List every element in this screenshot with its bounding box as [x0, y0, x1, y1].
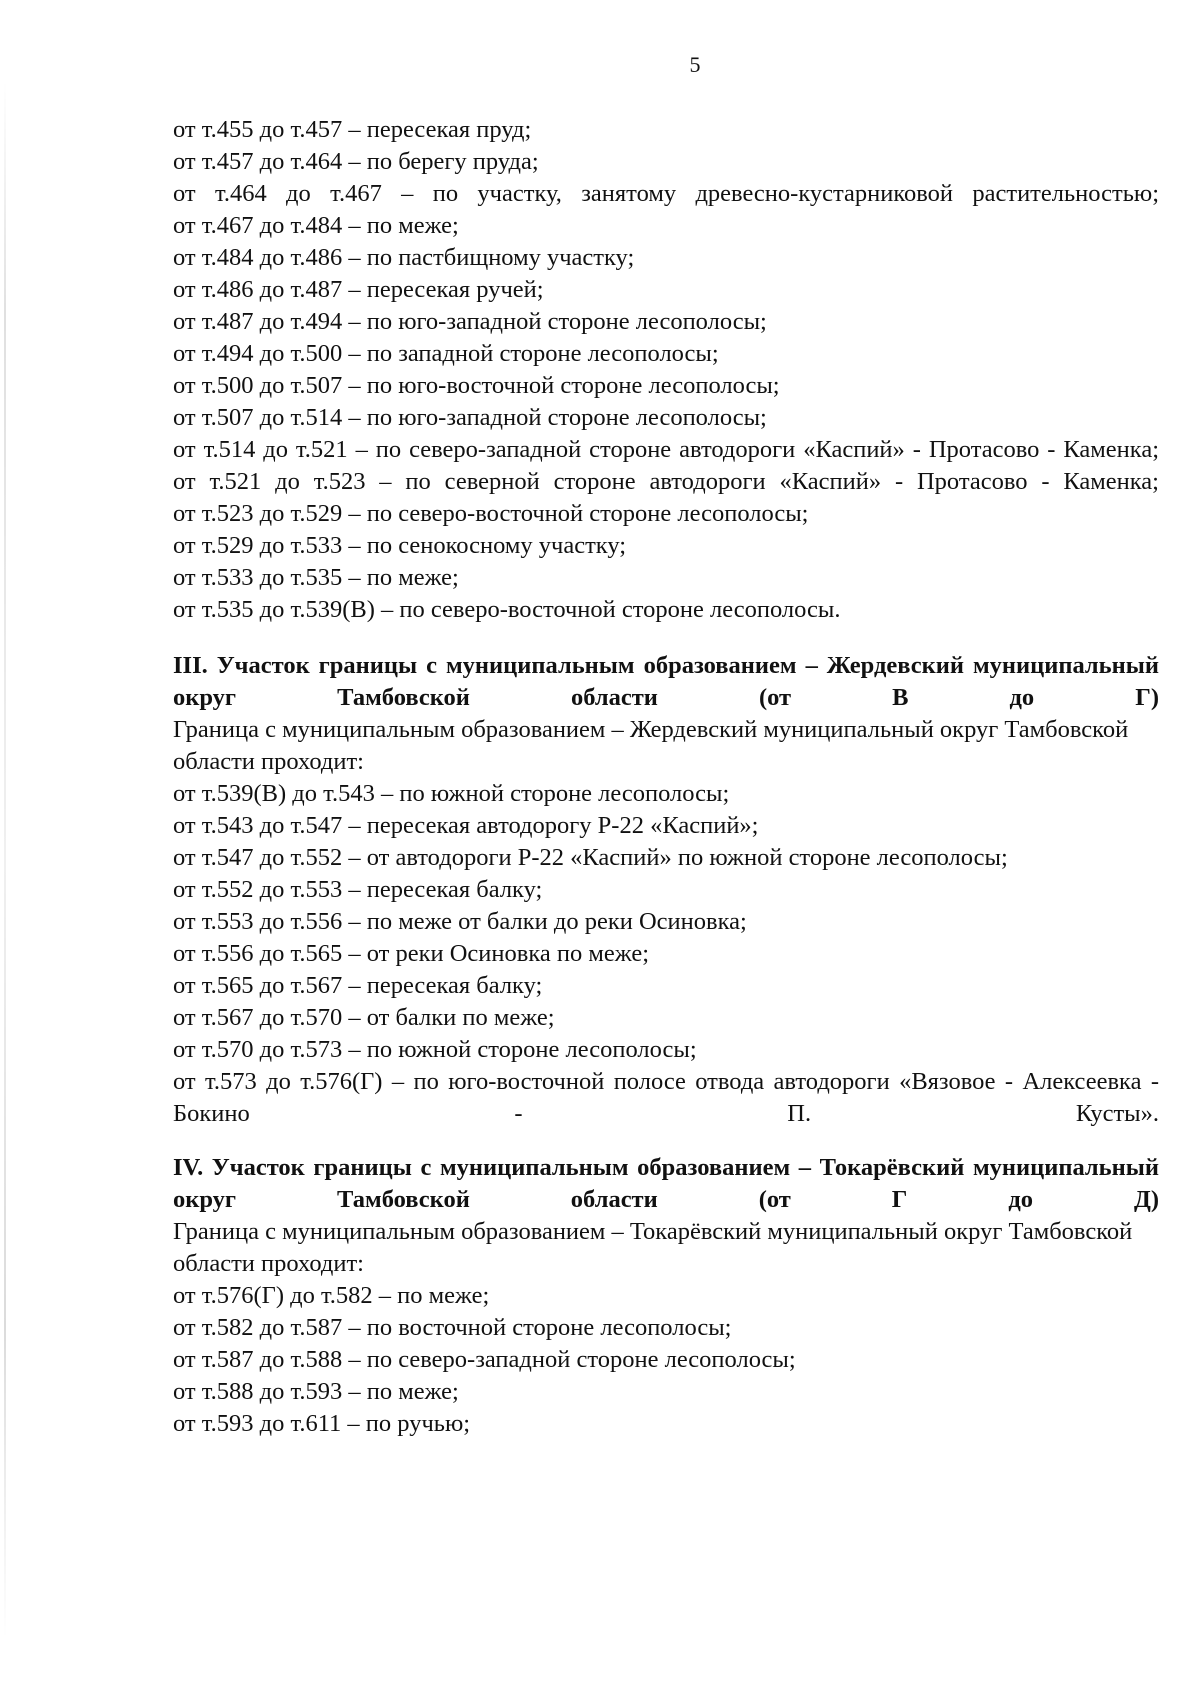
list-item: от т.455 до т.457 – пересекая пруд;: [173, 116, 532, 143]
list-item: от т.467 до т.484 – по меже;: [173, 212, 459, 239]
list-item: от т.487 до т.494 – по юго-западной стороне лесополосы;: [173, 308, 767, 335]
list-item: от т.547 до т.552 – от автодороги Р-22 «Каспий» по южной стороне лесополосы;: [173, 844, 1008, 871]
section-intro: Граница с муниципальным образованием – Жердевский муниципальный округ Тамбовской области проходит:: [173, 716, 1129, 775]
section-3: [173, 650, 1159, 1130]
list-item: от т.464 до т.467 – по участку, занятому древесно-кустарниковой растительностью;: [173, 180, 1159, 207]
list-item: от т.570 до т.573 – по южной стороне лесополосы;: [173, 1036, 697, 1063]
list-item: от т.535 до т.539(В) – по северо-восточной стороне лесополосы.: [173, 596, 841, 623]
list-item: от т.588 до т.593 – по меже;: [173, 1378, 459, 1405]
scan-edge-shadow: [4, 80, 6, 1640]
list-item: от т.576(Г) до т.582 – по меже;: [173, 1282, 490, 1309]
list-item: от т.556 до т.565 – от реки Осиновка по меже;: [173, 940, 650, 967]
section-spacer: [173, 1130, 1159, 1152]
list-item: от т.587 до т.588 – по северо-западной стороне лесополосы;: [173, 1346, 796, 1373]
section-intro: Граница с муниципальным образованием – Токарёвский муниципальный округ Тамбовской области проходит:: [173, 1218, 1133, 1277]
section-4: [173, 1152, 1159, 1440]
list-item: от т.494 до т.500 – по западной стороне лесополосы;: [173, 340, 719, 367]
section-heading: IV. Участок границы с муниципальным образованием – Токарёвский муниципальный округ Тамбовской области (от Г до Д): [173, 1154, 1159, 1213]
list-item: от т.543 до т.547 – пересекая автодорогу Р-22 «Каспий»;: [173, 812, 759, 839]
list-item: от т.486 до т.487 – пересекая ручей;: [173, 276, 544, 303]
list-item: от т.565 до т.567 – пересекая балку;: [173, 972, 543, 999]
list-item: от т.553 до т.556 – по меже от балки до реки Осиновка;: [173, 908, 747, 935]
list-item: от т.573 до т.576(Г) – по юго-восточной полосе отвода автодороги «Вязовое - Алексеевка - Бокино - П. Кусты».: [173, 1068, 1159, 1127]
list-item: от т.523 до т.529 – по северо-восточной стороне лесополосы;: [173, 500, 809, 527]
list-item: от т.514 до т.521 – по северо-западной стороне автодороги «Каспий» - Протасово - Каменка;: [173, 436, 1159, 463]
list-item: от т.533 до т.535 – по меже;: [173, 564, 459, 591]
list-item: от т.500 до т.507 – по юго-восточной стороне лесополосы;: [173, 372, 780, 399]
list-item: от т.484 до т.486 – по пастбищному участку;: [173, 244, 635, 271]
section-spacer: [173, 626, 1159, 650]
list-item: от т.529 до т.533 – по сенокосному участку;: [173, 532, 627, 559]
list-item: от т.567 до т.570 – от балки по меже;: [173, 1004, 555, 1031]
list-item: от т.521 до т.523 – по северной стороне автодороги «Каспий» - Протасово - Каменка;: [173, 468, 1159, 495]
section-heading: III. Участок границы с муниципальным образованием – Жердевский муниципальный округ Тамбовской области (от В до Г): [173, 652, 1159, 711]
list-item: от т.507 до т.514 – по юго-западной стороне лесополосы;: [173, 404, 767, 431]
list-item: от т.593 до т.611 – по ручью;: [173, 1410, 471, 1437]
list-item: от т.457 до т.464 – по берегу пруда;: [173, 148, 539, 175]
list-item: от т.539(В) до т.543 – по южной стороне лесополосы;: [173, 780, 730, 807]
list-item: от т.582 до т.587 – по восточной стороне лесополосы;: [173, 1314, 732, 1341]
list-item: от т.552 до т.553 – пересекая балку;: [173, 876, 543, 903]
document-body: [173, 114, 1159, 1440]
page-number: 5: [689, 52, 701, 77]
boundary-list-continued: [173, 114, 1159, 626]
